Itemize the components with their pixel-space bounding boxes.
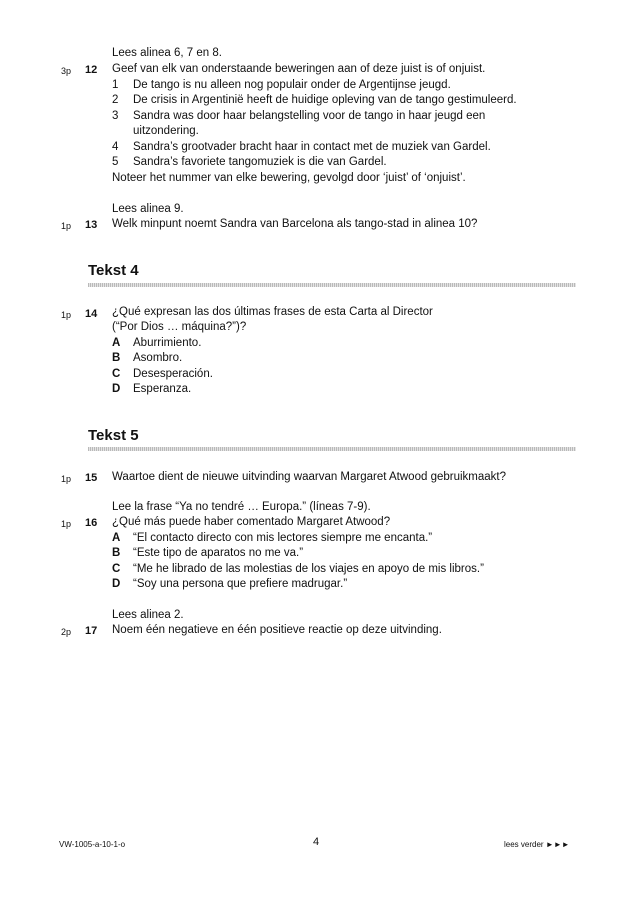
statement-2-text: De crisis in Argentinië heeft de huidige opleving van de tango gestimuleerd.	[133, 94, 517, 106]
q16-option-a-text: “El contacto directo con mis lectores siempre me encanta.”	[133, 532, 433, 544]
q16-option-d-letter: D	[112, 578, 121, 590]
section-heading-tekst4: Tekst 4	[88, 262, 139, 279]
q12-question: Geef van elk van onderstaande beweringen aan of deze juist is of onjuist.	[112, 63, 486, 75]
q14-option-a-letter: A	[112, 337, 121, 349]
q14-question-line2: (“Por Dios … máquina?”)?	[112, 321, 247, 333]
q14-points: 1p	[61, 310, 72, 320]
q15-points: 1p	[61, 474, 72, 484]
q14-option-c-letter: C	[112, 368, 121, 380]
continue-indicator: lees verder ►►►	[504, 840, 570, 849]
q12-number: 12	[85, 64, 98, 76]
q14-question-line1: ¿Qué expresan las dos últimas frases de esta Carta al Director	[112, 306, 433, 318]
statement-4-text: Sandra’s grootvader bracht haar in contact met de muziek van Gardel.	[133, 141, 491, 153]
q13-number: 13	[85, 219, 98, 231]
q14-option-b-text: Asombro.	[133, 352, 183, 364]
q16-option-b-text: “Este tipo de aparatos no me va.”	[133, 547, 304, 559]
q14-option-c-text: Desesperación.	[133, 368, 213, 380]
statement-1-number: 1	[112, 79, 119, 91]
statement-3-number: 3	[112, 110, 119, 122]
q13-instruction: Lees alinea 9.	[112, 203, 184, 215]
q14-option-b-letter: B	[112, 352, 121, 364]
q14-option-d-text: Esperanza.	[133, 383, 192, 395]
page-number: 4	[313, 836, 320, 848]
q17-number: 17	[85, 625, 98, 637]
footer-exam-code: VW-1005-a-10-1-o	[59, 840, 126, 849]
q16-question: ¿Qué más puede haber comentado Margaret Atwood?	[112, 516, 391, 528]
statement-1-text: De tango is nu alleen nog populair onder de Argentijnse jeugd.	[133, 79, 451, 91]
q16-option-a-letter: A	[112, 532, 121, 544]
q13-question: Welk minpunt noemt Sandra van Barcelona als tango-stad in alinea 10?	[112, 218, 478, 230]
q12-instruction: Lees alinea 6, 7 en 8.	[112, 47, 222, 59]
q15-question: Waartoe dient de nieuwe uitvinding waarvan Margaret Atwood gebruikmaakt?	[112, 471, 506, 483]
statement-2-number: 2	[112, 94, 119, 106]
section-heading-tekst5: Tekst 5	[88, 427, 139, 444]
q16-option-c-letter: C	[112, 563, 121, 575]
q16-option-d-text: “Soy una persona que prefiere madrugar.”	[133, 578, 348, 590]
statement-3-text-line1: Sandra was door haar belangstelling voor de tango in haar jeugd een	[133, 110, 486, 122]
q14-number: 14	[85, 308, 98, 320]
q13-points: 1p	[61, 221, 72, 231]
q17-instruction: Lees alinea 2.	[112, 609, 184, 621]
statement-4-number: 4	[112, 141, 119, 153]
q16-points: 1p	[61, 519, 72, 529]
q17-points: 2p	[61, 627, 72, 637]
q16-instruction: Lee la frase “Ya no tendré … Europa.” (líneas 7-9).	[112, 501, 371, 513]
q14-option-d-letter: D	[112, 383, 121, 395]
q16-option-b-letter: B	[112, 547, 121, 559]
q17-question: Noem één negatieve en één positieve reactie op deze uitvinding.	[112, 624, 442, 636]
q16-option-c-text: “Me he librado de las molestias de los viajes en apoyo de mis libros.”	[133, 563, 484, 575]
statement-5-number: 5	[112, 156, 119, 168]
statement-3-text-line2: uitzondering.	[133, 125, 199, 137]
q12-note: Noteer het nummer van elke bewering, gevolgd door ‘juist’ of ‘onjuist’.	[112, 172, 466, 184]
q12-points: 3p	[61, 66, 72, 76]
q15-number: 15	[85, 472, 98, 484]
statement-5-text: Sandra’s favoriete tangomuziek is die van Gardel.	[133, 156, 387, 168]
q14-option-a-text: Aburrimiento.	[133, 337, 202, 349]
q16-number: 16	[85, 517, 98, 529]
section-divider	[88, 447, 576, 451]
section-divider	[88, 283, 576, 287]
